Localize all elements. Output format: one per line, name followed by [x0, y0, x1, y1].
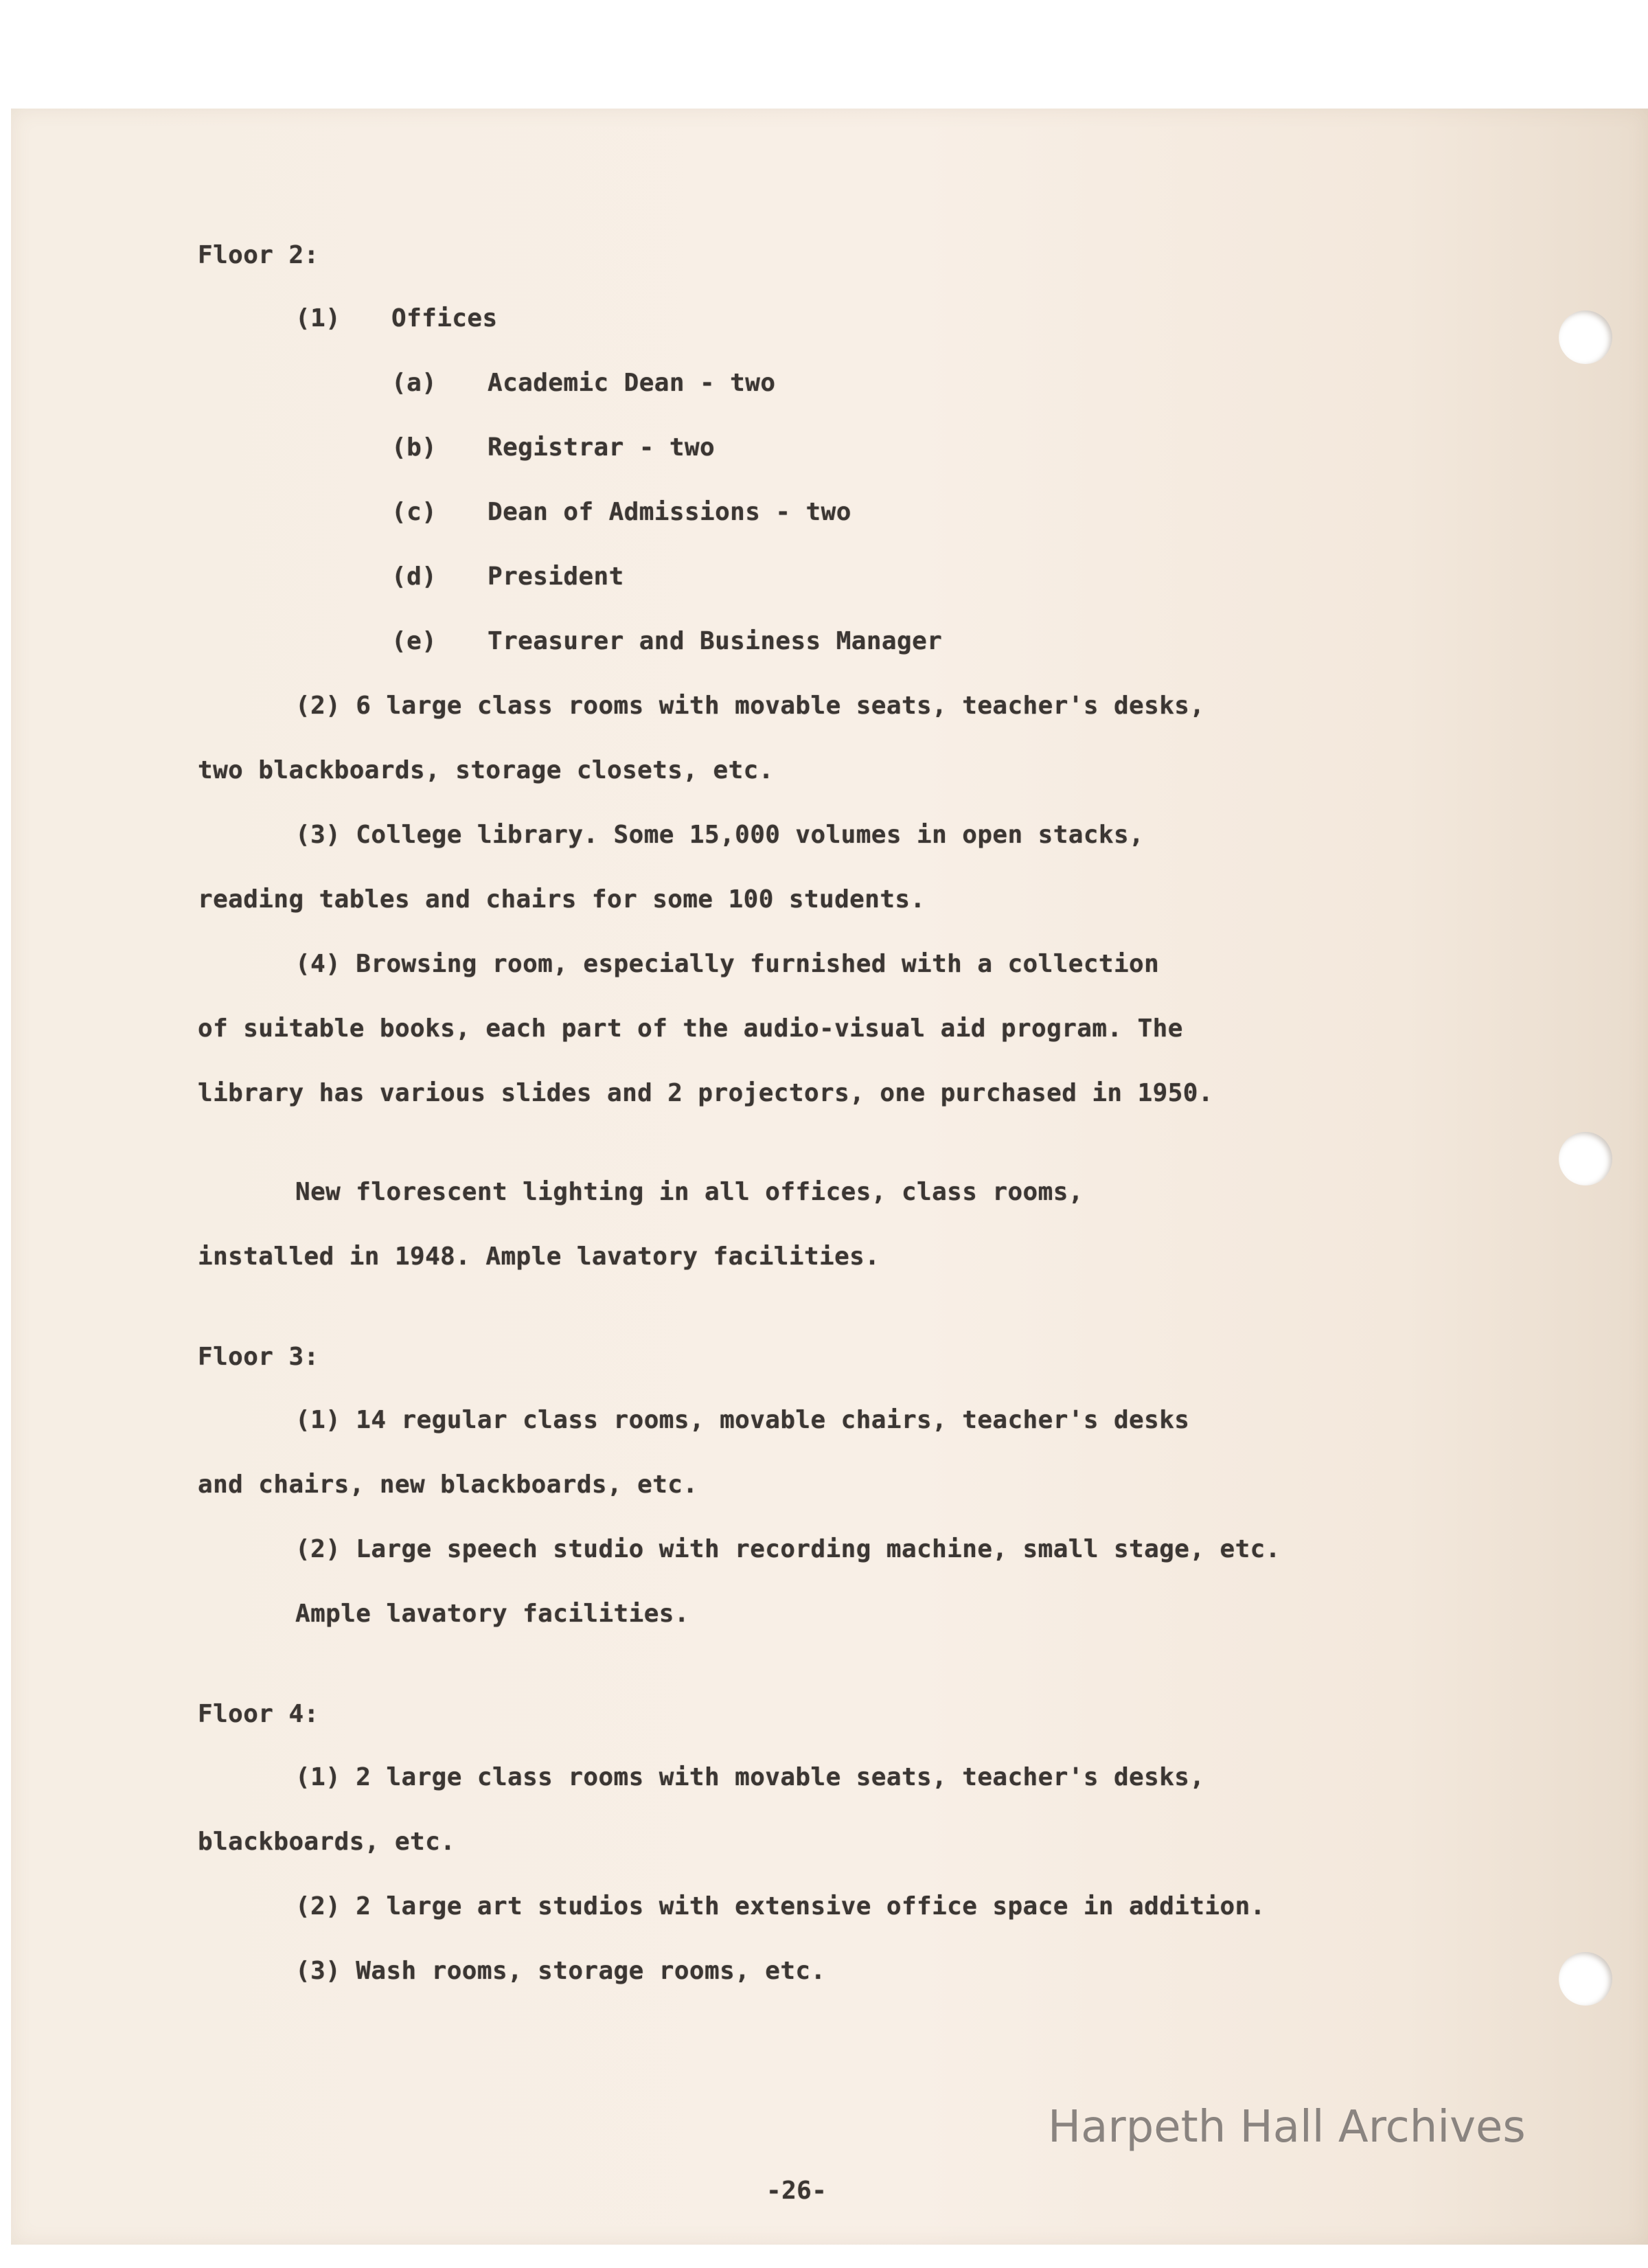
floor2-item4-line3: library has various slides and 2 projectors, one purchased in 1950. — [198, 1079, 1213, 1107]
floor3-heading: Floor 3: — [198, 1343, 319, 1371]
floor4-item1-line2: blackboards, etc. — [198, 1828, 456, 1856]
floor2-item1-number: (1) — [295, 304, 341, 332]
office-a-number: (a) — [391, 369, 437, 397]
office-e-number: (e) — [391, 627, 437, 655]
punch-hole-bottom — [1559, 1952, 1612, 2006]
office-a-text: Academic Dean - two — [488, 369, 776, 397]
floor3-item2-line2: Ample lavatory facilities. — [295, 1600, 689, 1628]
page-number: -26- — [766, 2177, 827, 2205]
floor2-item2-line2: two blackboards, storage closets, etc. — [198, 756, 774, 784]
office-b-text: Registrar - two — [488, 433, 716, 462]
punch-hole-top — [1559, 310, 1612, 364]
floor4-item3-line1: (3) Wash rooms, storage rooms, etc. — [295, 1957, 826, 1985]
floor2-note-line2: installed in 1948. Ample lavatory facilities. — [198, 1243, 880, 1271]
office-c-number: (c) — [391, 498, 437, 526]
floor3-item2-line1: (2) Large speech studio with recording machine, small stage, etc. — [295, 1535, 1281, 1563]
floor2-item1-label: Offices — [391, 304, 498, 332]
office-d-text: President — [488, 563, 624, 591]
floor2-heading: Floor 2: — [198, 241, 319, 269]
floor2-item3-line2: reading tables and chairs for some 100 students. — [198, 885, 926, 914]
punch-hole-middle — [1559, 1132, 1612, 1186]
floor2-item2-line1: (2) 6 large class rooms with movable seats, teacher's desks, — [295, 692, 1205, 720]
floor2-item3-line1: (3) College library. Some 15,000 volumes in open stacks, — [295, 821, 1145, 849]
floor3-item1-line2: and chairs, new blackboards, etc. — [198, 1471, 698, 1499]
floor4-item2-line1: (2) 2 large art studios with extensive office space in addition. — [295, 1892, 1266, 1920]
archive-watermark: Harpeth Hall Archives — [1048, 2102, 1526, 2153]
floor4-heading: Floor 4: — [198, 1700, 319, 1728]
floor2-item4-line2: of suitable books, each part of the audio-visual aid program. The — [198, 1014, 1183, 1043]
office-b-number: (b) — [391, 433, 437, 462]
floor4-item1-line1: (1) 2 large class rooms with movable seats, teacher's desks, — [295, 1763, 1205, 1791]
floor2-item4-line1: (4) Browsing room, especially furnished with a collection — [295, 950, 1160, 978]
office-c-text: Dean of Admissions - two — [488, 498, 851, 526]
office-d-number: (d) — [391, 563, 437, 591]
office-e-text: Treasurer and Business Manager — [488, 627, 943, 655]
floor3-item1-line1: (1) 14 regular class rooms, movable chairs, teacher's desks — [295, 1406, 1190, 1434]
paper-sheet — [11, 109, 1648, 2245]
floor2-note-line1: New florescent lighting in all offices, class rooms, — [295, 1178, 1084, 1206]
